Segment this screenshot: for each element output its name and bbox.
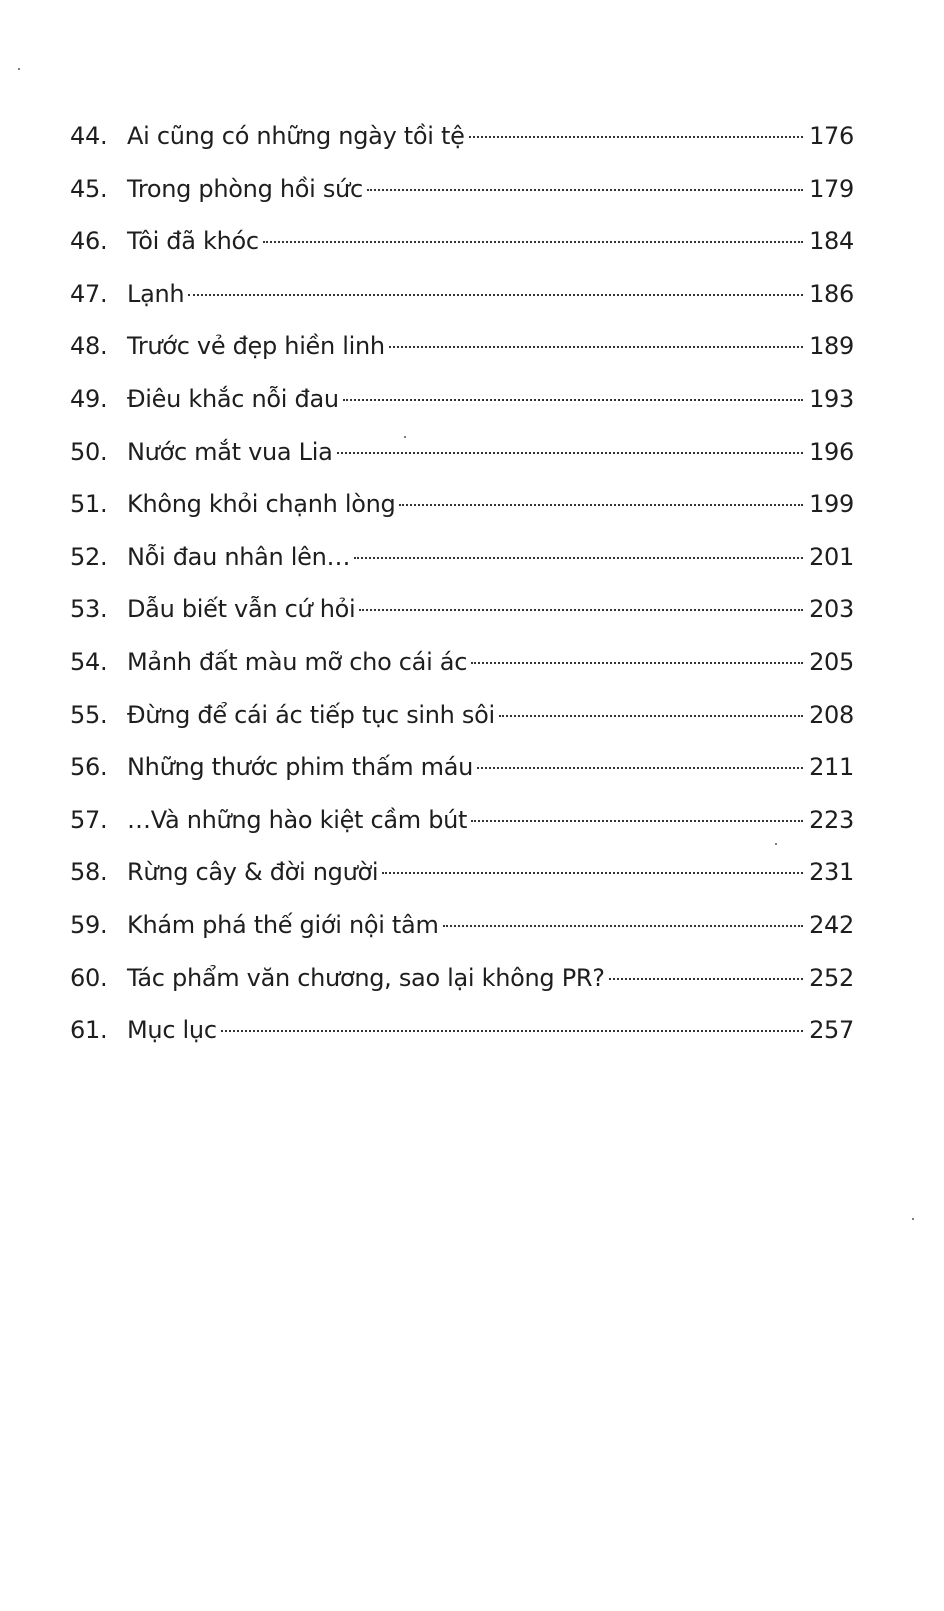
dot-leader — [499, 711, 803, 717]
toc-entry — [70, 531, 854, 584]
toc-entry-number: 47. — [70, 279, 108, 308]
toc-entry — [70, 1004, 854, 1057]
dot-leader — [337, 448, 804, 454]
toc-entry-title: Nỗi đau nhân lên… — [127, 542, 351, 571]
toc-entry-page-number: 242 — [809, 910, 854, 939]
toc-entry — [70, 741, 854, 794]
toc-entry-page-number: 223 — [809, 805, 854, 834]
dot-leader — [399, 500, 803, 506]
toc-entry-number: 45. — [70, 174, 108, 203]
toc-entry-title: Tác phẩm văn chương, sao lại không PR? — [127, 963, 605, 992]
print-speck — [18, 68, 20, 70]
toc-entry — [70, 163, 854, 216]
table-of-contents — [70, 110, 854, 1057]
toc-entry-number: 54. — [70, 647, 108, 676]
toc-entry-page-number: 205 — [809, 647, 854, 676]
toc-entry-page-number: 186 — [809, 279, 854, 308]
toc-entry — [70, 426, 854, 479]
toc-entry — [70, 636, 854, 689]
toc-entry-page-number: 201 — [809, 542, 854, 571]
toc-entry — [70, 583, 854, 636]
toc-entry-page-number: 203 — [809, 595, 854, 624]
dot-leader — [443, 921, 804, 927]
toc-entry-number: 50. — [70, 437, 108, 466]
toc-entry-page-number: 208 — [809, 700, 854, 729]
toc-entry-title: …Và những hào kiệt cầm bút — [127, 805, 468, 834]
toc-entry-number: 59. — [70, 910, 108, 939]
dot-leader — [477, 763, 803, 769]
toc-entry-title: Đừng để cái ác tiếp tục sinh sôi — [127, 700, 495, 729]
toc-entry-page-number: 184 — [809, 227, 854, 256]
dot-leader — [263, 237, 803, 243]
toc-entry-number: 58. — [70, 858, 108, 887]
dot-leader — [188, 290, 803, 296]
dot-leader — [367, 185, 803, 191]
toc-entry-page-number: 257 — [809, 1016, 854, 1045]
toc-entry-number: 51. — [70, 490, 108, 519]
toc-entry-page-number: 196 — [809, 437, 854, 466]
dot-leader — [221, 1026, 803, 1032]
toc-entry — [70, 268, 854, 321]
toc-entry-number: 49. — [70, 384, 108, 413]
toc-entry-title: Mảnh đất màu mỡ cho cái ác — [127, 647, 468, 676]
toc-entry-page-number: 252 — [809, 963, 854, 992]
toc-entry-title: Khám phá thế giới nội tâm — [127, 910, 439, 939]
toc-entry-page-number: 199 — [809, 490, 854, 519]
toc-entry-number: 52. — [70, 542, 108, 571]
toc-entry-title: Ai cũng có những ngày tồi tệ — [127, 122, 465, 150]
toc-entry-number: 53. — [70, 595, 108, 624]
toc-entry-title: Trong phòng hồi sức — [127, 174, 363, 203]
toc-entry-number: 56. — [70, 753, 108, 782]
toc-entry — [70, 215, 854, 268]
toc-entry-page-number: 179 — [809, 174, 854, 203]
dot-leader — [343, 395, 803, 401]
toc-entry — [70, 794, 854, 847]
toc-entry-number: 55. — [70, 700, 108, 729]
dot-leader — [469, 132, 804, 138]
toc-entry-title: Trước vẻ đẹp hiền linh — [127, 332, 385, 361]
toc-entry — [70, 899, 854, 952]
toc-entry — [70, 952, 854, 1005]
toc-entry-title: Nước mắt vua Lia — [127, 437, 333, 466]
toc-entry-number: 61. — [70, 1016, 108, 1045]
dot-leader — [382, 868, 803, 874]
toc-entry-number: 60. — [70, 963, 108, 992]
toc-entry-title: Những thước phim thấm máu — [127, 753, 474, 782]
print-speck — [912, 1218, 914, 1220]
dot-leader — [471, 816, 803, 822]
dot-leader — [471, 658, 803, 664]
toc-entry-number: 46. — [70, 227, 108, 256]
toc-entry — [70, 478, 854, 531]
toc-entry-page-number: 231 — [809, 858, 854, 887]
toc-entry — [70, 110, 854, 163]
toc-entry-title: Dẫu biết vẫn cứ hỏi — [127, 595, 356, 624]
toc-entry — [70, 689, 854, 742]
toc-entry-title: Rừng cây & đời người — [127, 858, 379, 887]
dot-leader — [389, 342, 803, 348]
dot-leader — [354, 553, 803, 559]
toc-entry-page-number: 211 — [809, 753, 854, 782]
toc-entry-title: Tôi đã khóc — [127, 227, 259, 256]
toc-entry-title: Điêu khắc nỗi đau — [127, 384, 339, 413]
toc-entry-title: Mục lục — [127, 1016, 217, 1045]
toc-entry — [70, 320, 854, 373]
toc-entry-number: 44. — [70, 122, 108, 150]
toc-entry-page-number: 189 — [809, 332, 854, 361]
toc-entry-title: Lạnh — [127, 279, 185, 308]
toc-entry-number: 57. — [70, 805, 108, 834]
toc-entry-page-number: 176 — [809, 122, 854, 150]
toc-entry — [70, 373, 854, 426]
dot-leader — [359, 605, 803, 611]
toc-entry — [70, 846, 854, 899]
toc-entry-page-number: 193 — [809, 384, 854, 413]
dot-leader — [609, 974, 803, 980]
toc-entry-number: 48. — [70, 332, 108, 361]
toc-entry-title: Không khỏi chạnh lòng — [127, 490, 396, 519]
